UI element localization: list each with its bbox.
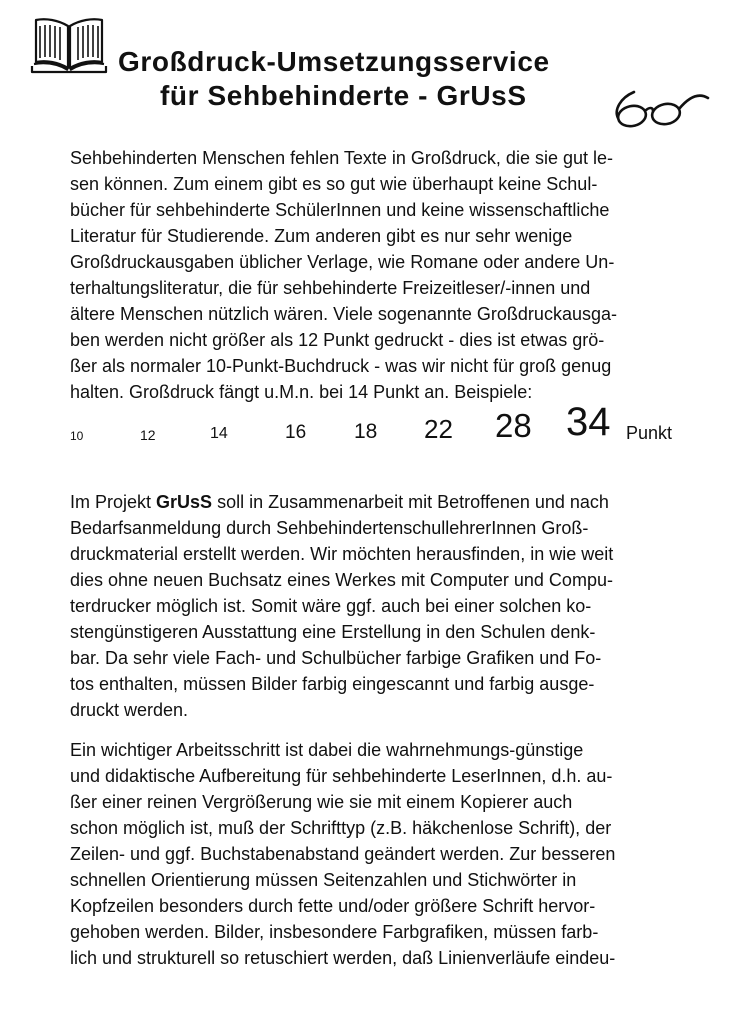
text-line: terdrucker möglich ist. Somit wäre ggf. auch bei einer solchen ko- bbox=[70, 596, 592, 616]
size-sample-14: 14 bbox=[210, 425, 228, 442]
size-sample-12: 12 bbox=[140, 427, 156, 443]
text-line: Zeilen- und ggf. Buchstabenabstand geändert werden. Zur besseren bbox=[70, 844, 616, 864]
text-line: terhaltungsliteratur, die für sehbehinderte Freizeitleser/-innen und bbox=[70, 278, 591, 298]
text-line: bücher für sehbehinderte SchülerInnen und keine wissenschaftliche bbox=[70, 200, 610, 220]
text-line: ßer als normaler 10-Punkt-Buchdruck - was wir nicht für groß genug bbox=[70, 356, 612, 376]
text-line bbox=[70, 489, 690, 515]
page-subtitle: für Sehbehinderte - GrUsS bbox=[160, 80, 527, 111]
size-sample-28: 28 bbox=[495, 407, 532, 444]
text-line: lich und strukturell so retuschiert werden, daß Linienverläufe eindeu- bbox=[70, 948, 616, 968]
text-line: druckmaterial erstellt werden. Wir möchten herausfinden, in wie weit bbox=[70, 544, 614, 564]
text-line: Kopfzeilen besonders durch fette und/oder größere Schrift hervor- bbox=[70, 896, 596, 916]
text-line: Großdruckausgaben üblicher Verlage, wie Romane oder andere Un- bbox=[70, 252, 615, 272]
text-line: Ein wichtiger Arbeitsschritt ist dabei die wahrnehmungs-günstige bbox=[70, 740, 584, 760]
text-line: halten. Großdruck fängt u.M.n. bei 14 Punkt an. Beispiele: bbox=[70, 382, 533, 402]
text-line: stengünstigeren Ausstattung eine Erstellung in den Schulen denk- bbox=[70, 622, 596, 642]
text-line: Bedarfsanmeldung durch SehbehindertenschullehrerInnen Groß- bbox=[70, 518, 589, 538]
paragraph-project bbox=[70, 489, 690, 723]
size-sample-10: 10 bbox=[70, 429, 84, 443]
text-line: ben werden nicht größer als 12 Punkt gedruckt - dies ist etwas grö- bbox=[70, 330, 605, 350]
text-line: und didaktische Aufbereitung für sehbehinderte LeserInnen, d.h. au- bbox=[70, 766, 613, 786]
size-sample-18: 18 bbox=[354, 420, 378, 443]
text-line: gehoben werden. Bilder, insbesondere Farbgrafiken, müssen farb- bbox=[70, 922, 599, 942]
text-line: tos enthalten, müssen Bilder farbig eingescannt und farbig ausge- bbox=[70, 674, 595, 694]
size-sample-34: 34 bbox=[566, 400, 611, 444]
size-sample-22: 22 bbox=[424, 414, 453, 444]
project-name: GrUsS bbox=[156, 492, 213, 512]
size-sample-16: 16 bbox=[285, 422, 307, 443]
paragraph-workflow bbox=[70, 737, 690, 971]
text-line: Sehbehinderten Menschen fehlen Texte in Großdruck, die sie gut le- bbox=[70, 148, 613, 168]
text-line: dies ohne neuen Buchsatz eines Werkes mit Computer und Compu- bbox=[70, 570, 613, 590]
text-fragment: Im Projekt bbox=[70, 492, 157, 512]
text-line: Literatur für Studierende. Zum anderen gibt es nur sehr wenige bbox=[70, 226, 573, 246]
glasses-icon bbox=[612, 86, 712, 132]
text-line: schnellen Orientierung müssen Seitenzahlen und Stichwörter in bbox=[70, 870, 577, 890]
text-line: ältere Menschen nützlich wären. Viele sogenannte Großdruckausga- bbox=[70, 304, 617, 324]
page-title: Großdruck-Umsetzungsservice bbox=[118, 46, 550, 77]
text-line: schon möglich ist, muß der Schrifttyp (z.B. häkchenlose Schrift), der bbox=[70, 818, 612, 838]
text-line: ßer einer reinen Vergrößerung wie sie mit einem Kopierer auch bbox=[70, 792, 573, 812]
font-size-samples bbox=[0, 400, 751, 450]
text-line: druckt werden. bbox=[70, 700, 189, 720]
text-line: bar. Da sehr viele Fach- und Schulbücher farbige Grafiken und Fo- bbox=[70, 648, 602, 668]
paragraph-intro bbox=[70, 145, 690, 405]
text-fragment: soll in Zusammenarbeit mit Betroffenen und nach bbox=[212, 492, 609, 512]
text-line: sen können. Zum einem gibt es so gut wie überhaupt keine Schul- bbox=[70, 174, 598, 194]
size-unit-label: Punkt bbox=[626, 423, 673, 443]
